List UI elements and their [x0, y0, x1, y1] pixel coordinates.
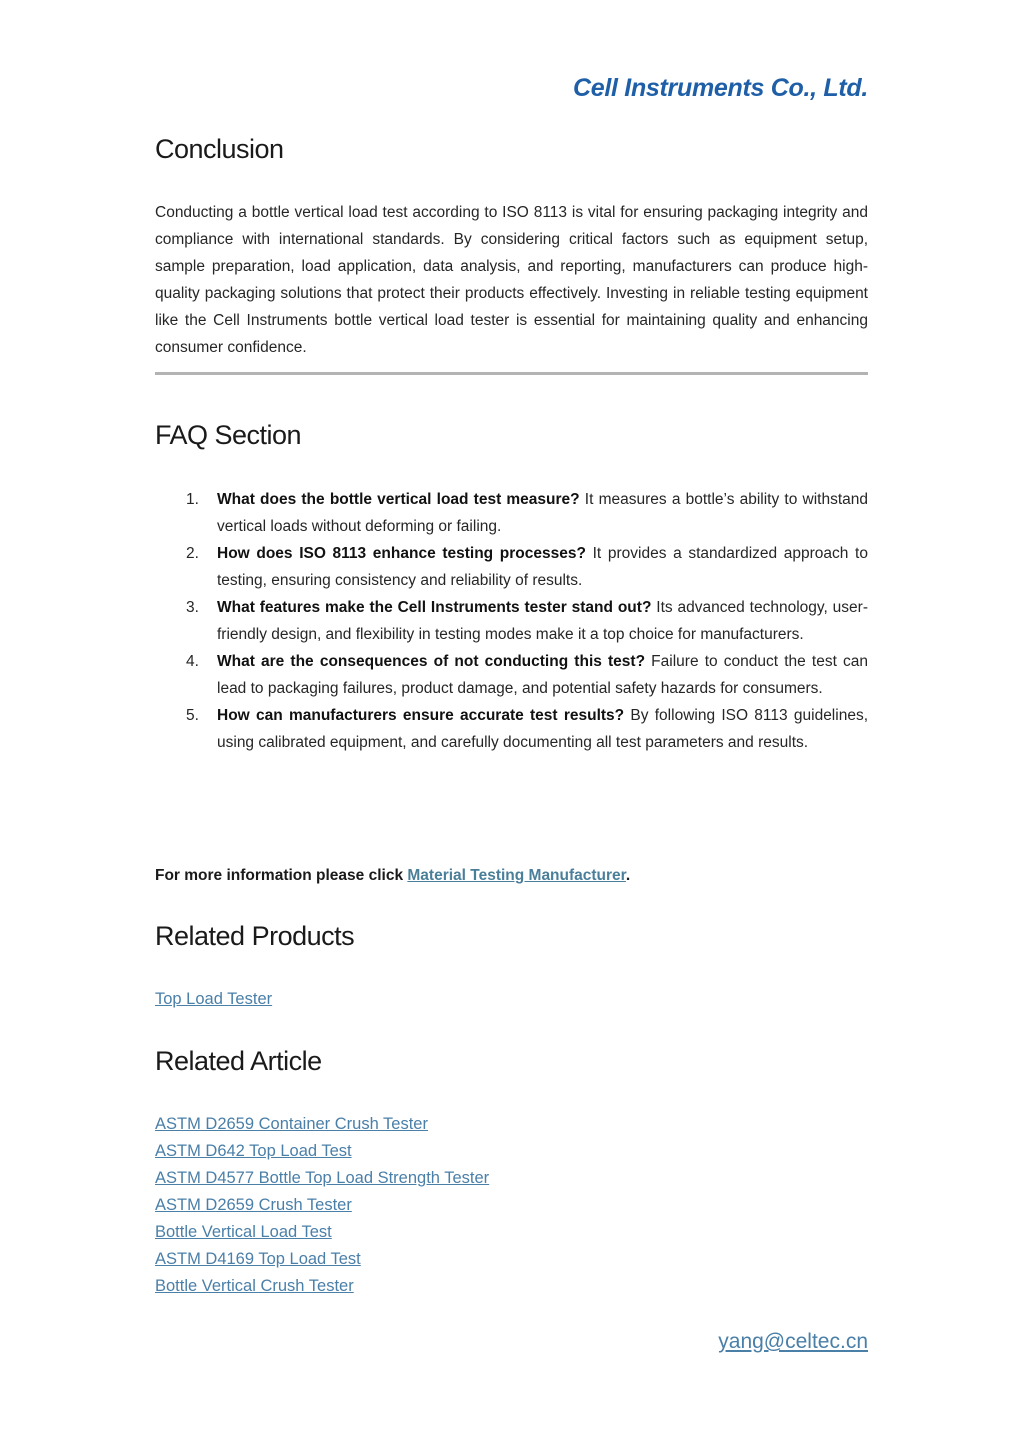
conclusion-heading: Conclusion [155, 134, 284, 164]
faq-item [155, 594, 868, 648]
faq-question: What does the bottle vertical load test measure? [217, 491, 580, 508]
list-item [155, 1165, 489, 1192]
faq-item [155, 540, 868, 594]
material-testing-manufacturer-link[interactable]: Material Testing Manufacturer [407, 867, 626, 884]
faq-number: 2. [186, 545, 199, 562]
faq-answer: It provides a standardized approach to testing, ensuring consistency and reliability of results. [217, 545, 868, 589]
list-item [155, 1219, 489, 1246]
list-item [155, 986, 272, 1013]
more-info-line [155, 862, 630, 889]
faq-question: What features make the Cell Instruments tester stand out? [217, 599, 652, 616]
top-load-tester-link[interactable]: Top Load Tester [155, 990, 273, 1008]
article-link[interactable]: ASTM D4577 Bottle Top Load Strength Tester [155, 1169, 490, 1187]
faq-question: What are the consequences of not conducting this test? [217, 653, 646, 670]
faq-item [155, 648, 868, 702]
faq-number: 1. [186, 491, 199, 508]
faq-number: 4. [186, 653, 199, 670]
faq-answer: Failure to conduct the test can lead to packaging failures, product damage, and potential safety hazards for consumers. [217, 653, 869, 697]
article-link[interactable]: Bottle Vertical Crush Tester [155, 1277, 354, 1295]
list-item [155, 1192, 489, 1219]
article-link[interactable]: ASTM D2659 Crush Tester [155, 1196, 352, 1214]
faq-number: 3. [186, 599, 199, 616]
email-link[interactable]: yang@celtec.cn [718, 1330, 868, 1353]
related-article-heading: Related Article [155, 1046, 322, 1076]
company-name: Cell Instruments Co., Ltd. [573, 74, 868, 102]
faq-answer: Its advanced technology, user-friendly design, and flexibility in testing modes make it a top choice for manufacturers. [217, 599, 868, 643]
faq-item [155, 486, 868, 540]
related-products-list [155, 986, 272, 1013]
faq-question: How does ISO 8113 enhance testing processes? [217, 545, 586, 562]
related-products-heading: Related Products [155, 921, 355, 951]
section-divider [155, 372, 868, 375]
faq-list [155, 486, 868, 756]
faq-answer: By following ISO 8113 guidelines, using calibrated equipment, and carefully documenting all test parameters and results. [217, 707, 868, 751]
article-link[interactable]: Bottle Vertical Load Test [155, 1223, 332, 1241]
faq-number: 5. [186, 707, 199, 724]
faq-question: How can manufacturers ensure accurate test results? [217, 707, 625, 724]
more-info-suffix: . [625, 867, 631, 884]
article-link[interactable]: ASTM D4169 Top Load Test [155, 1250, 361, 1268]
list-item [155, 1246, 489, 1273]
contact-email [718, 1330, 868, 1354]
more-info-text: For more information please click [155, 867, 408, 884]
list-item [155, 1138, 489, 1165]
list-item [155, 1111, 489, 1138]
list-item [155, 1273, 489, 1300]
faq-item [155, 702, 868, 756]
article-link[interactable]: ASTM D2659 Container Crush Tester [155, 1115, 428, 1133]
related-article-list [155, 1111, 489, 1300]
faq-heading: FAQ Section [155, 420, 302, 450]
conclusion-paragraph: Conducting a bottle vertical load test according to ISO 8113 is vital for ensuring packaging integrity and compliance with international standards. By considering critical factors such as equipment setup, sample preparation, load application, data analysis, and reporting, manufacturers can produce high-quality packaging solutions that protect their products effectively. Investing in reliable testing equipment like the Cell Instruments bottle vertical load tester is essential for maintaining quality and enhancing consumer confidence. [155, 204, 868, 356]
article-link[interactable]: ASTM D642 Top Load Test [155, 1142, 352, 1160]
faq-answer: It measures a bottle’s ability to withstand vertical loads without deforming or failing. [217, 491, 868, 535]
